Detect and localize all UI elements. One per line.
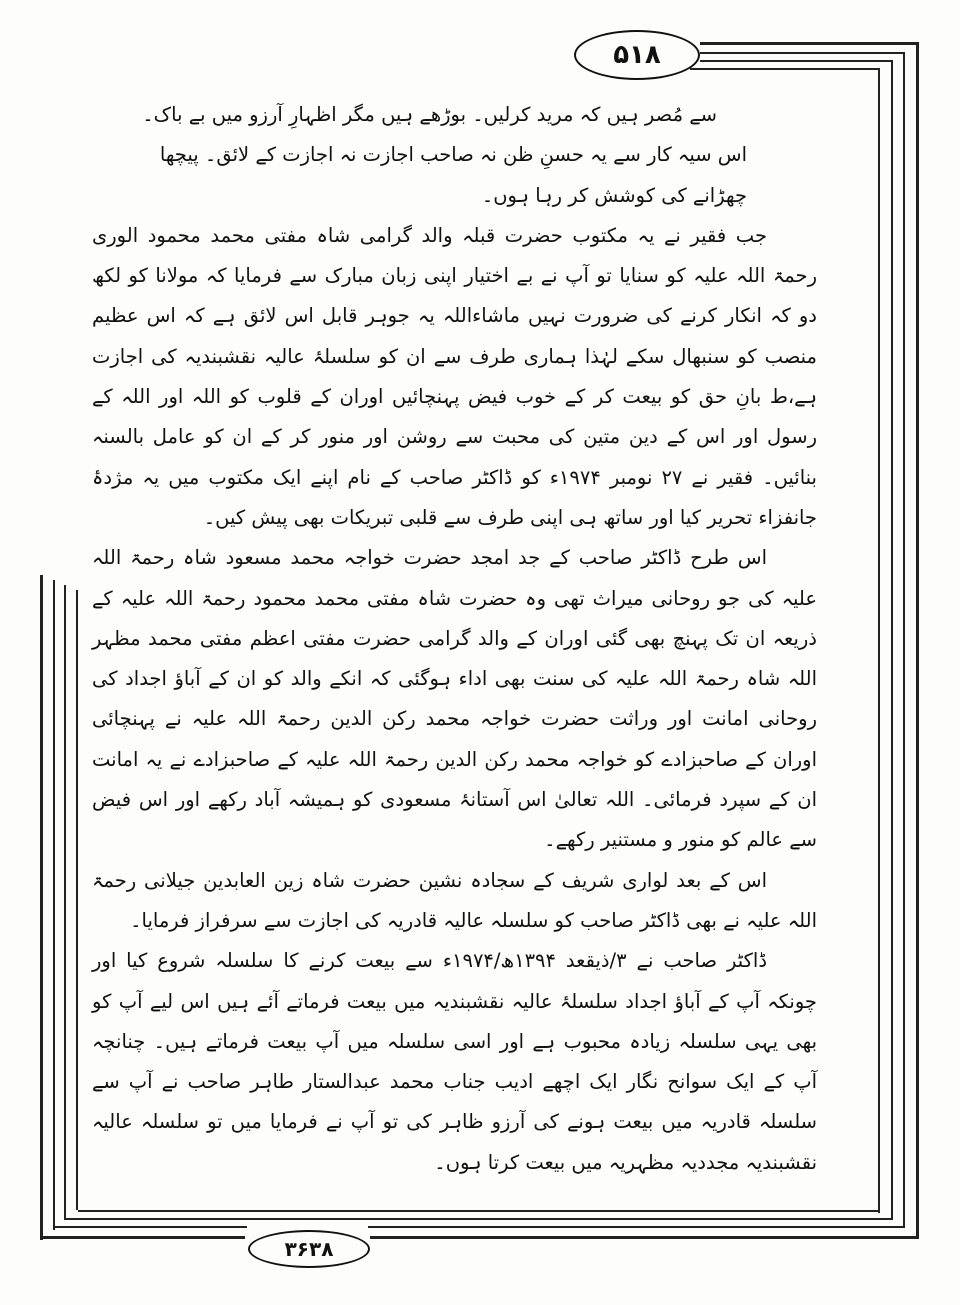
verse-line: سے مُصر ہیں کہ مرید کرلیں۔ بوڑھے ہیں مگر اظہارِ آرزو میں بے باک۔ xyxy=(142,103,717,126)
frame-bottom-rule-6 xyxy=(78,1210,880,1212)
paragraph: اس طرح ڈاکٹر صاحب کے جد امجد حضرت خواجہ محمد مسعود شاہ رحمۃ اللہ علیہ کی جو روحانی میراث تھی وہ حضرت شاہ مفتی محمد محمود رحمۃ اللہ علیہ کے ذریعہ ان تک پہنچ بھی گئی اوران کے والد گرامی حضرت مفتی اعظم مفتی محمد مظہر اللہ شاہ رحمۃ اللہ علیہ کی سنت بھی اداء ہوگئی کہ انکے والد کو ان کے آباؤ اجداد کی روحانی امانت اور وراثت حضرت خواجہ محمد رکن الدین رحمۃ اللہ علیہ نے پہنچائی اوران کے صاحبزادے کو خواجہ محمد رکن الدین رحمۃ اللہ علیہ کے صاحبزادے نے یہ امانت ان کے سپرد فرمائی۔ اللہ تعالیٰ اس آستانۂ مسعودی کو ہمیشہ آباد رکھے اور اس فیض سے عالم کو منور و مستنیر رکھے۔ xyxy=(92,546,817,852)
frame-right-rule-1 xyxy=(916,42,919,1237)
frame-bottom-rule-2 xyxy=(370,1236,919,1239)
verse-line: اس سیہ کار سے یہ حسنِ ظن نہ صاحب اجازت نہ اجازت کے لائق۔ پیچھا xyxy=(159,143,747,167)
frame-left-rule-1 xyxy=(40,575,43,1240)
frame-right-rule-4 xyxy=(878,68,880,1213)
frame-left-rule-4 xyxy=(76,590,78,1210)
page-number-bottom: ۳۶۳۸ xyxy=(248,1230,370,1268)
frame-right-rule-3 xyxy=(891,60,893,1220)
frame-left-rule-3 xyxy=(64,585,66,1220)
frame-top-rule-1 xyxy=(700,42,918,45)
frame-left-rule-2 xyxy=(53,580,55,1230)
frame-bottom-rule-3 xyxy=(55,1226,247,1228)
paragraph: ڈاکٹر صاحب نے ۳/ذیقعد ۱۳۹۴ھ/۱۹۷۴ء سے بیعت کرنے کا سلسلہ شروع کیا اور چونکہ آپ کے آباؤ اجداد سلسلۂ عالیہ نقشبندیہ میں بیعت فرماتے آئے ہیں اس لیے آپ کو بھی یہی سلسلہ زیادہ محبوب ہے اور اسی سلسلہ میں آپ بیعت فرماتے ہیں۔ چنانچہ آپ کے ایک سوانح نگار ایک اچھے ادیب جناب محمد عبدالستار طاہر صاحب نے آپ سے سلسلہ قادریہ میں بیعت ہونے کی آرزو ظاہر کی تو آپ نے فرمایا میں تو سلسلہ عالیہ نقشبندیہ مجددیہ مظہریہ میں بیعت کرتا ہوں۔ xyxy=(92,949,817,1174)
paragraph: اس کے بعد لواری شریف کے سجادہ نشین حضرت شاہ زین العابدین جیلانی رحمۃ اللہ علیہ نے بھی ڈاکٹر صاحب کو سلسلہ عالیہ قادریہ کی اجازت سے سرفراز فرمایا۔ xyxy=(92,868,817,932)
frame-top-rule-3 xyxy=(700,60,893,62)
frame-right-rule-2 xyxy=(903,52,905,1227)
frame-bottom-rule-5 xyxy=(66,1218,893,1220)
frame-bottom-rule-4 xyxy=(368,1226,905,1228)
frame-top-rule-2 xyxy=(700,52,905,54)
frame-top-rule-4 xyxy=(690,68,880,70)
verse-line: چھڑانے کی کوشش کر رہا ہوں۔ xyxy=(481,183,747,207)
frame-bottom-rule-1 xyxy=(40,1236,245,1239)
paragraph: جب فقیر نے یہ مکتوب حضرت قبلہ والد گرامی شاہ مفتی محمد محمود الوری رحمۃ اللہ علیہ کو سنایا تو آپ نے بے اختیار اپنی زبان مبارک سے فرمایا کہ مولانا کو لکھ دو کہ انکار کرنے کی ضرورت نہیں ماشاءاللہ یہ جوہر قابل اس لائق ہے کہ اس عظیم منصب کو سنبھال سکے لہٰذا ہماری طرف سے ان کو سلسلۂ عالیہ نقشبندیہ کی اجازت ہے،ط بانِ حق کو بیعت کر کے خوب فیض پہنچائیں اوران کے قلوب کو اللہ اور اللہ کے رسول اور اس کے دین متین کی محبت سے روشن اور منور کر کے ان کو عامل بالسنہ بنائیں۔ فقیر نے ۲۷ نومبر ۱۹۷۴ء کو ڈاکٹر صاحب کے نام اپنے ایک مکتوب میں یہ مژدۂ جانفزاء تحریر کیا اور ساتھ ہی اپنی طرف سے قلبی تبریکات بھی پیش کیں۔ xyxy=(92,223,817,529)
page-body xyxy=(92,95,817,1183)
page-number-top: ۵۱۸ xyxy=(574,30,700,80)
